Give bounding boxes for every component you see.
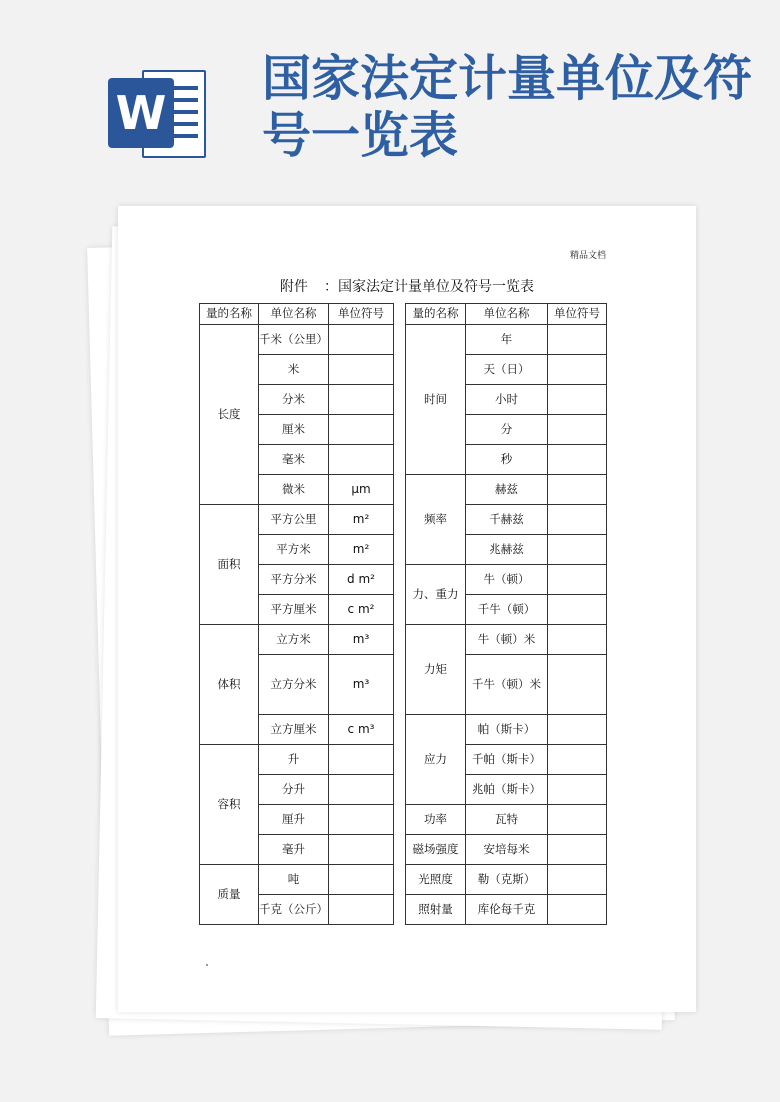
unit-symbol: c m² bbox=[329, 595, 394, 625]
table-header-row bbox=[200, 304, 607, 325]
quantity-torque: 力矩 bbox=[406, 625, 466, 715]
unit-symbol: m² bbox=[329, 505, 394, 535]
unit-symbol bbox=[548, 595, 607, 625]
unit-name: 千克（公斤） bbox=[259, 895, 329, 925]
unit-symbol bbox=[548, 565, 607, 595]
column-header: 单位符号 bbox=[329, 304, 394, 325]
unit-name: 平方米 bbox=[259, 535, 329, 565]
unit-name: 帕（斯卡） bbox=[466, 715, 548, 745]
word-letter-badge: W bbox=[108, 78, 174, 148]
unit-name: 千米（公里） bbox=[259, 325, 329, 355]
unit-name: 升 bbox=[259, 745, 329, 775]
unit-name: 立方厘米 bbox=[259, 715, 329, 745]
unit-symbol bbox=[548, 655, 607, 715]
quantity-frequency: 频率 bbox=[406, 475, 466, 565]
unit-symbol bbox=[548, 385, 607, 415]
column-gap bbox=[394, 304, 406, 925]
quantity-stress: 应力 bbox=[406, 715, 466, 805]
unit-symbol bbox=[548, 535, 607, 565]
unit-name: 库伦每千克 bbox=[466, 895, 548, 925]
word-icon bbox=[108, 66, 208, 162]
unit-symbol: d m² bbox=[329, 565, 394, 595]
column-header: 单位名称 bbox=[259, 304, 329, 325]
unit-name: 毫米 bbox=[259, 445, 329, 475]
unit-name: 牛（顿） bbox=[466, 565, 548, 595]
unit-name: 立方分米 bbox=[259, 655, 329, 715]
unit-symbol bbox=[329, 385, 394, 415]
unit-symbol bbox=[548, 625, 607, 655]
unit-name: 分 bbox=[466, 415, 548, 445]
unit-name: 秒 bbox=[466, 445, 548, 475]
unit-name: 年 bbox=[466, 325, 548, 355]
unit-name: 千牛（顿） bbox=[466, 595, 548, 625]
unit-symbol bbox=[329, 865, 394, 895]
unit-name: 平方分米 bbox=[259, 565, 329, 595]
unit-name: 勒（克斯） bbox=[466, 865, 548, 895]
unit-name: 兆赫兹 bbox=[466, 535, 548, 565]
unit-name: 微米 bbox=[259, 475, 329, 505]
quantity-force: 力、重力 bbox=[406, 565, 466, 625]
unit-name: 千牛（顿）米 bbox=[466, 655, 548, 715]
document-title bbox=[118, 276, 696, 296]
unit-symbol: m² bbox=[329, 535, 394, 565]
quantity-time: 时间 bbox=[406, 325, 466, 475]
unit-symbol bbox=[548, 865, 607, 895]
unit-symbol bbox=[329, 895, 394, 925]
unit-symbol bbox=[548, 415, 607, 445]
unit-symbol bbox=[548, 775, 607, 805]
unit-name: 毫升 bbox=[259, 835, 329, 865]
unit-name: 安培每米 bbox=[466, 835, 548, 865]
unit-name: 天（日） bbox=[466, 355, 548, 385]
unit-symbol bbox=[329, 445, 394, 475]
unit-name: 平方厘米 bbox=[259, 595, 329, 625]
stray-dot bbox=[206, 964, 208, 966]
unit-symbol: c m³ bbox=[329, 715, 394, 745]
column-header: 量的名称 bbox=[406, 304, 466, 325]
quantity-illuminance: 光照度 bbox=[406, 865, 466, 895]
unit-name: 兆帕（斯卡） bbox=[466, 775, 548, 805]
unit-symbol bbox=[548, 355, 607, 385]
page-title: 国家法定计量单位及符号一览表 bbox=[262, 50, 753, 164]
unit-symbol bbox=[329, 835, 394, 865]
quantity-volume: 体积 bbox=[200, 625, 259, 745]
unit-symbol bbox=[548, 325, 607, 355]
column-header: 单位符号 bbox=[548, 304, 607, 325]
unit-name: 平方公里 bbox=[259, 505, 329, 535]
quantity-exposure: 照射量 bbox=[406, 895, 466, 925]
unit-symbol bbox=[329, 415, 394, 445]
unit-symbol bbox=[548, 445, 607, 475]
unit-symbol: m³ bbox=[329, 625, 394, 655]
unit-name: 厘升 bbox=[259, 805, 329, 835]
unit-name: 厘米 bbox=[259, 415, 329, 445]
unit-name: 分米 bbox=[259, 385, 329, 415]
quantity-area: 面积 bbox=[200, 505, 259, 625]
unit-symbol bbox=[329, 325, 394, 355]
unit-symbol bbox=[329, 775, 394, 805]
unit-symbol bbox=[548, 715, 607, 745]
unit-name: 吨 bbox=[259, 865, 329, 895]
quantity-length: 长度 bbox=[200, 325, 259, 505]
unit-symbol: m³ bbox=[329, 655, 394, 715]
title-prefix: 附件 bbox=[280, 279, 308, 295]
unit-symbol bbox=[329, 355, 394, 385]
quantity-magnetic-field: 磁场强度 bbox=[406, 835, 466, 865]
unit-name: 立方米 bbox=[259, 625, 329, 655]
unit-name: 瓦特 bbox=[466, 805, 548, 835]
quantity-capacity: 容积 bbox=[200, 745, 259, 865]
unit-name: 米 bbox=[259, 355, 329, 385]
unit-name: 千帕（斯卡） bbox=[466, 745, 548, 775]
units-table bbox=[199, 303, 607, 925]
quantity-mass: 质量 bbox=[200, 865, 259, 925]
unit-name: 赫兹 bbox=[466, 475, 548, 505]
unit-symbol bbox=[548, 745, 607, 775]
document-page bbox=[118, 206, 696, 1012]
column-header: 单位名称 bbox=[466, 304, 548, 325]
title-main: ：国家法定计量单位及符号一览表 bbox=[324, 279, 534, 295]
unit-symbol bbox=[548, 805, 607, 835]
quantity-power: 功率 bbox=[406, 805, 466, 835]
unit-symbol: μm bbox=[329, 475, 394, 505]
unit-name: 千赫兹 bbox=[466, 505, 548, 535]
page-header bbox=[0, 0, 780, 200]
top-note: 精品文档 bbox=[569, 251, 606, 261]
unit-symbol bbox=[548, 475, 607, 505]
unit-symbol bbox=[548, 505, 607, 535]
unit-name: 牛（顿）米 bbox=[466, 625, 548, 655]
unit-symbol bbox=[548, 895, 607, 925]
unit-name: 小时 bbox=[466, 385, 548, 415]
unit-symbol bbox=[329, 805, 394, 835]
unit-symbol bbox=[548, 835, 607, 865]
unit-name: 分升 bbox=[259, 775, 329, 805]
unit-symbol bbox=[329, 745, 394, 775]
column-header: 量的名称 bbox=[200, 304, 259, 325]
